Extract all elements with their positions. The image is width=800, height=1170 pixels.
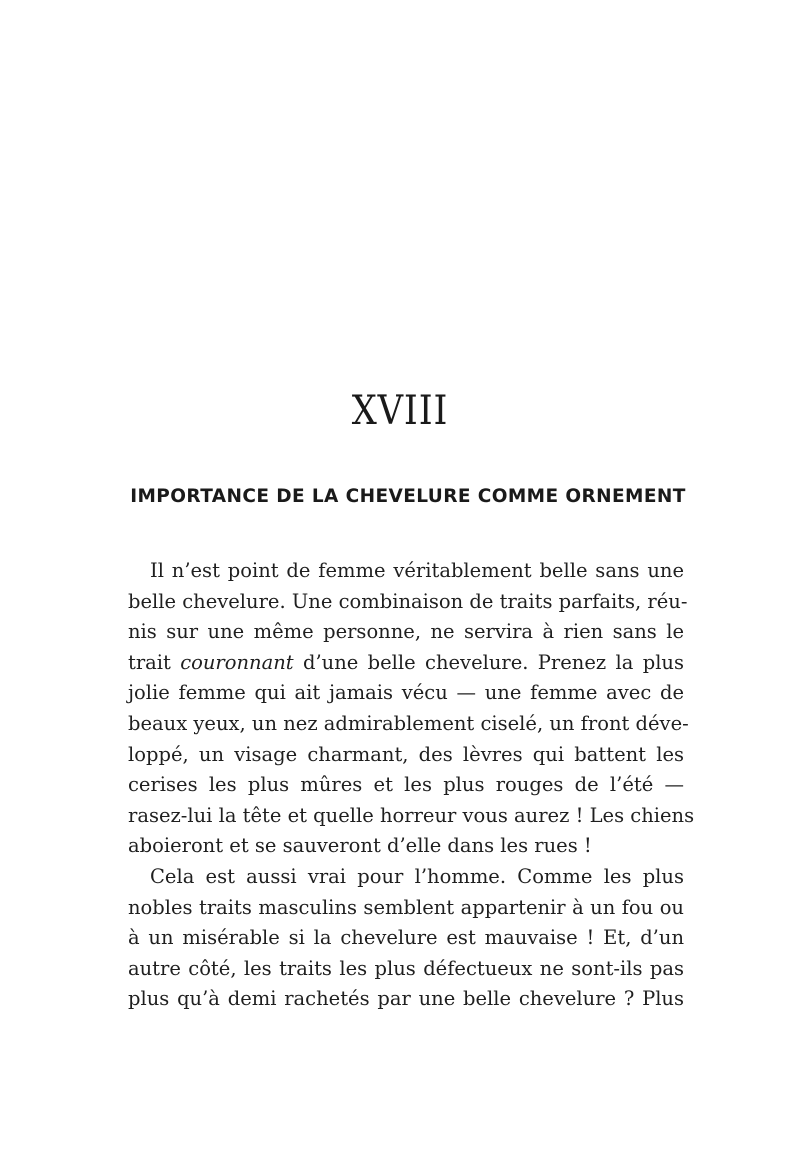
chapter-number: XVIII xyxy=(351,388,449,434)
text-line: autre côté, les traits les plus défectueux ne sont-ils pas xyxy=(128,956,684,980)
text-line: nis sur une même personne, ne servira à rien sans le xyxy=(128,620,684,644)
text-line: belle chevelure. Une combinaison de traits parfaits, réu- xyxy=(128,589,688,613)
text-segment: trait xyxy=(128,650,181,674)
text-line: beaux yeux, un nez admirablement ciselé, un front déve- xyxy=(128,711,689,735)
text-line: Cela est aussi vrai pour l’homme. Comme les plus xyxy=(150,864,684,888)
text-line: plus qu’à demi rachetés par une belle chevelure ? Plus xyxy=(128,987,684,1011)
text-line: à un misérable si la chevelure est mauvaise ! Et, d’un xyxy=(128,926,684,950)
text-line: aboieront et se sauveront d’elle dans les rues ! xyxy=(128,834,592,858)
chapter-title: IMPORTANCE DE LA CHEVELURE COMME ORNEMENT xyxy=(130,486,686,507)
text-line: nobles traits masculins semblent appartenir à un fou ou xyxy=(128,895,684,919)
text-segment: d’une belle chevelure. Prenez la plus xyxy=(293,650,684,674)
body-text xyxy=(128,556,695,1015)
text-line: cerises les plus mûres et les plus rouges de l’été — xyxy=(128,773,684,797)
text-line: rasez-lui la tête et quelle horreur vous aurez ! Les chiens xyxy=(128,803,695,827)
text-line-with-emphasis xyxy=(128,648,684,679)
text-line: loppé, un visage charmant, des lèvres qui battent les xyxy=(128,742,684,766)
text-line: jolie femme qui ait jamais vécu — une femme avec de xyxy=(128,681,684,705)
emphasized-word: couronnant xyxy=(180,650,294,674)
text-line: Il n’est point de femme véritablement belle sans une xyxy=(150,559,684,582)
